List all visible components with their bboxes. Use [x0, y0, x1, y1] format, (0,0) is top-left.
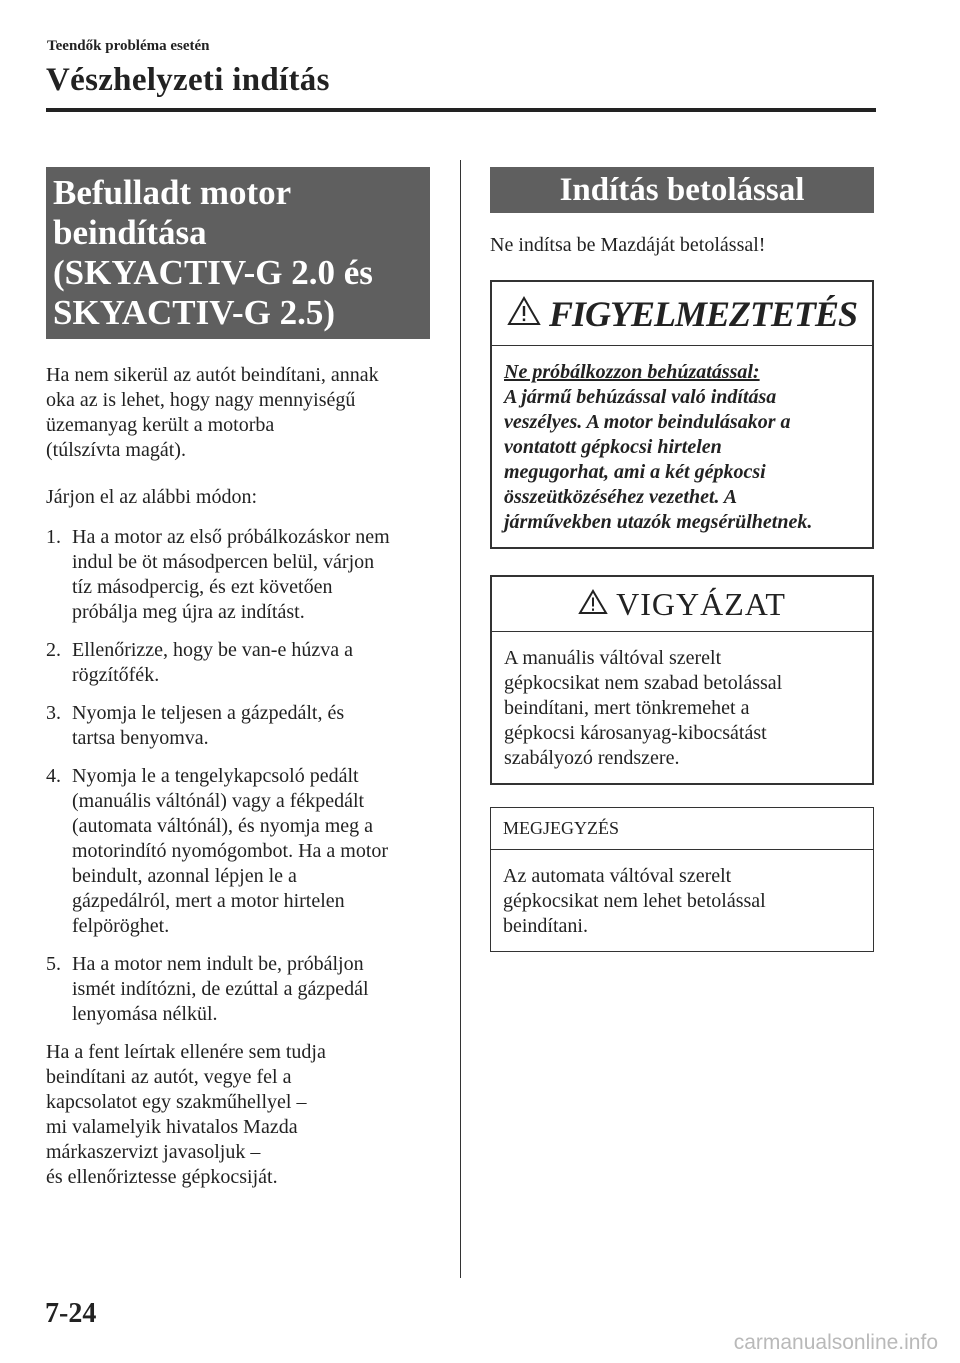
text-line: beindult, azonnal lépjen le a: [72, 865, 297, 887]
text-line: oka az is lehet, hogy nagy mennyiségű: [46, 389, 356, 411]
steps-list: [46, 525, 430, 1027]
heading-line: (SKYACTIV-G 2.0 és: [53, 253, 373, 292]
push-start-intro: Ne indítsa be Mazdáját betolással!: [490, 234, 766, 256]
text-line: kapcsolatot egy szakműhellyel –: [46, 1091, 307, 1113]
text-line: Ha nem sikerül az autót beindítani, annak: [46, 364, 379, 386]
left-column: [46, 167, 430, 1190]
step-number: 5.: [46, 953, 61, 975]
text-line: mi valamelyik hivatalos Mazda: [46, 1116, 298, 1138]
text-line: gépkocsikat nem szabad betolással: [504, 672, 783, 694]
warning-lead: Ne próbálkozzon behúzatással:: [504, 361, 760, 383]
list-item: [46, 701, 430, 751]
page-number: 7-24: [45, 1298, 97, 1329]
note-title: MEGJEGYZÉS: [491, 808, 873, 850]
text-line: Nyomja le teljesen a gázpedált, és: [72, 702, 345, 724]
text-line: Ha a motor nem indult be, próbáljon: [72, 953, 364, 975]
caution-title: VIGYÁZAT: [616, 585, 786, 622]
text-line: A jármű behúzással való indítása: [504, 386, 777, 408]
text-line: szabályozó rendszere.: [504, 747, 680, 769]
heading-line: SKYACTIV-G 2.5): [53, 293, 335, 332]
right-column: [490, 167, 874, 952]
caution-header: [492, 577, 872, 632]
list-item: [46, 952, 430, 1027]
warning-title: FIGYELMEZTETÉS: [548, 293, 858, 334]
text-line: veszélyes. A motor beindulásakor a: [504, 411, 791, 433]
intro-paragraph: [46, 363, 430, 463]
procedure-intro: Járjon el az alábbi módon:: [46, 486, 258, 508]
section-heading-flooded-engine: [46, 167, 430, 339]
text-line: rögzítőfék.: [72, 664, 160, 686]
text-line: megugorhat, ami a két gépkocsi: [504, 461, 766, 483]
step-number: 4.: [46, 765, 61, 787]
note-box: [490, 807, 874, 952]
heading-line: Befulladt motor beindítása: [53, 173, 291, 252]
text-line: márkaszervizt javasoljuk –: [46, 1141, 261, 1163]
warning-triangle-icon: [507, 296, 541, 331]
text-line: összeütközéséhez vezethet. A: [504, 486, 738, 508]
column-divider: [460, 160, 461, 1278]
text-line: (túlszívta magát).: [46, 439, 186, 461]
list-item: [46, 764, 430, 939]
text-line: üzemanyag került a motorba: [46, 414, 275, 436]
text-line: A manuális váltóval szerelt: [504, 647, 722, 669]
text-line: (manuális váltónál) vagy a fékpedált: [72, 790, 365, 812]
closing-paragraph: [46, 1040, 430, 1190]
text-line: gépkocsikat nem lehet betolással: [503, 890, 766, 912]
text-line: tartsa benyomva.: [72, 727, 209, 749]
warning-body: [492, 346, 872, 547]
text-line: indul be öt másodpercen belül, várjon: [72, 551, 375, 573]
text-line: vontatott gépkocsi hirtelen: [504, 436, 722, 458]
text-line: beindítani.: [503, 915, 588, 937]
text-line: Nyomja le a tengelykapcsoló pedált: [72, 765, 359, 787]
step-number: 2.: [46, 639, 61, 661]
text-line: beindítani az autót, vegye fel a: [46, 1066, 292, 1088]
breadcrumb: Teendők probléma esetén: [47, 38, 210, 54]
text-line: felpöröghet.: [72, 915, 170, 937]
text-line: Ha a fent leírtak ellenére sem tudja: [46, 1041, 326, 1063]
warning-triangle-icon: [578, 589, 608, 620]
text-line: és ellenőriztesse gépkocsiját.: [46, 1166, 278, 1188]
text-line: gépkocsi károsanyag-kibocsátást: [504, 722, 767, 744]
section-heading-push-start: Indítás betolással: [490, 167, 874, 213]
list-item: [46, 638, 430, 688]
caution-box: [490, 575, 874, 785]
page-title: Vészhelyzeti indítás: [46, 62, 330, 98]
step-number: 3.: [46, 702, 61, 724]
warning-box: [490, 280, 874, 549]
text-line: Ellenőrizze, hogy be van-e húzva a: [72, 639, 353, 661]
note-body: [491, 850, 873, 951]
list-item: [46, 525, 430, 625]
text-line: beindítani, mert tönkremehet a: [504, 697, 750, 719]
text-line: próbálja meg újra az indítást.: [72, 601, 305, 623]
watermark: carmanualsonline.info: [733, 1331, 938, 1354]
text-line: ismét indítózni, de ezúttal a gázpedál: [72, 978, 369, 1000]
text-line: Ha a motor az első próbálkozáskor nem: [72, 526, 390, 548]
text-line: Az automata váltóval szerelt: [503, 865, 732, 887]
text-line: motorindító nyomógombot. Ha a motor: [72, 840, 389, 862]
step-number: 1.: [46, 526, 61, 548]
text-line: járművekben utazók megsérülhetnek.: [504, 511, 813, 533]
caution-body: [492, 632, 872, 783]
text-line: tíz másodpercig, és ezt követően: [72, 576, 333, 598]
text-line: lenyomása nélkül.: [72, 1003, 218, 1025]
text-line: (automata váltónál), és nyomja meg a: [72, 815, 374, 837]
warning-header: [492, 282, 872, 346]
title-rule: [46, 108, 876, 112]
text-line: gázpedálról, mert a motor hirtelen: [72, 890, 345, 912]
